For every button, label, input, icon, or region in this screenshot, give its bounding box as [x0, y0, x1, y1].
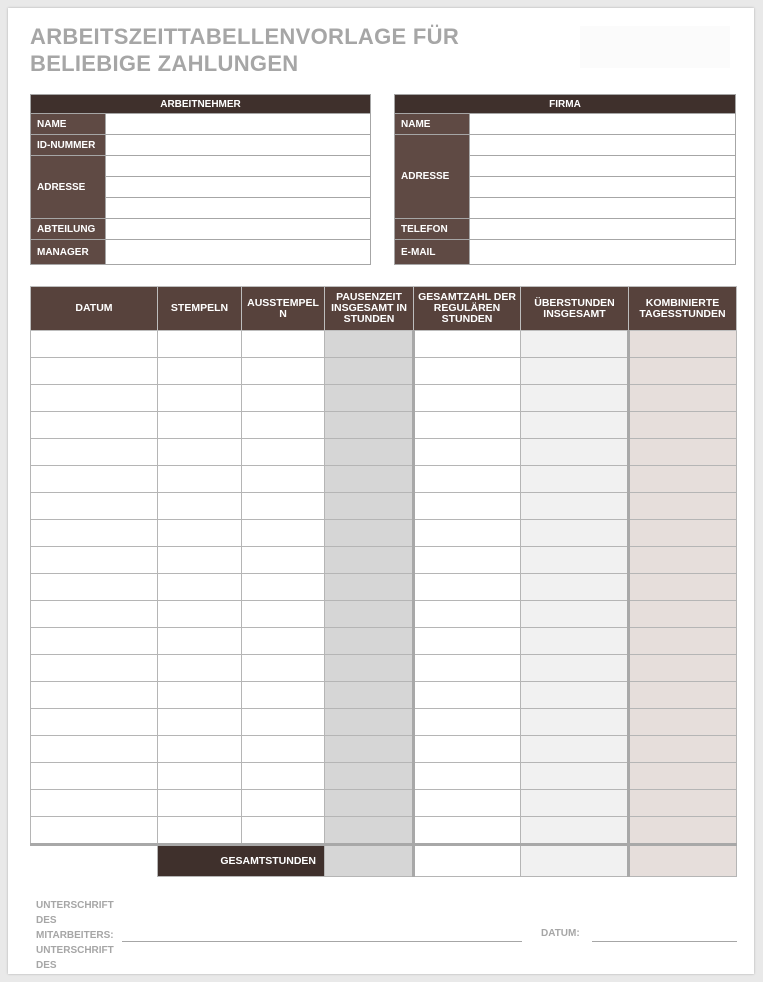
- regular-hours-cell[interactable]: [414, 817, 521, 845]
- regular-hours-cell[interactable]: [414, 601, 521, 628]
- table-row: [31, 520, 737, 547]
- clock-out-cell[interactable]: [242, 412, 325, 439]
- company-phone-label: TELEFON: [395, 219, 470, 240]
- table-row: [31, 439, 737, 466]
- regular-hours-cell[interactable]: [414, 628, 521, 655]
- overtime-cell[interactable]: [521, 736, 629, 763]
- clock-out-cell[interactable]: [242, 817, 325, 845]
- clock-out-cell[interactable]: [242, 331, 325, 358]
- regular-hours-cell[interactable]: [414, 412, 521, 439]
- clock-out-cell[interactable]: [242, 385, 325, 412]
- employee-manager-field[interactable]: [106, 240, 371, 265]
- combined-hours-cell[interactable]: [629, 790, 737, 817]
- combined-hours-cell[interactable]: [629, 628, 737, 655]
- combined-hours-cell[interactable]: [629, 439, 737, 466]
- overtime-cell[interactable]: [521, 412, 629, 439]
- clock-out-cell[interactable]: [242, 628, 325, 655]
- regular-hours-cell[interactable]: [414, 763, 521, 790]
- break-cell[interactable]: [325, 682, 414, 709]
- column-header-stempeln: STEMPELN: [158, 287, 242, 331]
- clock-in-cell[interactable]: [158, 817, 242, 845]
- employee-name-field[interactable]: [106, 114, 371, 135]
- total-regular-field[interactable]: [414, 845, 521, 877]
- regular-hours-cell[interactable]: [414, 493, 521, 520]
- regular-hours-cell[interactable]: [414, 736, 521, 763]
- date-cell[interactable]: [31, 385, 158, 412]
- date-cell[interactable]: [31, 493, 158, 520]
- company-email-field[interactable]: [470, 240, 736, 265]
- logo-placeholder: [580, 26, 730, 68]
- employee-signature-line[interactable]: [122, 941, 522, 942]
- date-line[interactable]: [592, 941, 737, 942]
- table-row: [31, 358, 737, 385]
- date-cell[interactable]: [31, 682, 158, 709]
- break-cell[interactable]: [325, 601, 414, 628]
- regular-hours-cell[interactable]: [414, 385, 521, 412]
- employee-table: [30, 94, 371, 265]
- column-header-datum: DATUM: [31, 287, 158, 331]
- table-row: [31, 655, 737, 682]
- regular-hours-cell[interactable]: [414, 439, 521, 466]
- table-row: [31, 466, 737, 493]
- clock-in-cell[interactable]: [158, 520, 242, 547]
- company-header: FIRMA: [395, 95, 736, 114]
- overtime-cell[interactable]: [521, 682, 629, 709]
- date-cell[interactable]: [31, 520, 158, 547]
- table-row: [31, 412, 737, 439]
- overtime-cell[interactable]: [521, 466, 629, 493]
- combined-hours-cell[interactable]: [629, 331, 737, 358]
- clock-in-cell[interactable]: [158, 358, 242, 385]
- date-cell[interactable]: [31, 736, 158, 763]
- clock-out-cell[interactable]: [242, 520, 325, 547]
- clock-in-cell[interactable]: [158, 385, 242, 412]
- date-cell[interactable]: [31, 655, 158, 682]
- combined-hours-cell[interactable]: [629, 709, 737, 736]
- clock-out-cell[interactable]: [242, 601, 325, 628]
- clock-out-cell[interactable]: [242, 466, 325, 493]
- break-cell[interactable]: [325, 736, 414, 763]
- employee-department-label: ABTEILUNG: [31, 219, 106, 240]
- regular-hours-cell[interactable]: [414, 520, 521, 547]
- date-cell[interactable]: [31, 331, 158, 358]
- overtime-cell[interactable]: [521, 358, 629, 385]
- company-address-field-2[interactable]: [470, 156, 736, 177]
- column-header-kombinierte-stunden: KOMBINIERTE TAGESSTUNDEN: [629, 287, 737, 331]
- employee-id-label: ID-NUMMER: [31, 135, 106, 156]
- table-row: [31, 736, 737, 763]
- date-cell[interactable]: [31, 817, 158, 845]
- regular-hours-cell[interactable]: [414, 547, 521, 574]
- table-row: [31, 709, 737, 736]
- clock-out-cell[interactable]: [242, 358, 325, 385]
- clock-in-cell[interactable]: [158, 412, 242, 439]
- clock-out-cell[interactable]: [242, 763, 325, 790]
- clock-out-cell[interactable]: [242, 493, 325, 520]
- table-row: [31, 574, 737, 601]
- break-cell[interactable]: [325, 385, 414, 412]
- table-row: [31, 385, 737, 412]
- company-name-field[interactable]: [470, 114, 736, 135]
- clock-in-cell[interactable]: [158, 331, 242, 358]
- clock-in-cell[interactable]: [158, 655, 242, 682]
- overtime-cell[interactable]: [521, 493, 629, 520]
- date-cell[interactable]: [31, 358, 158, 385]
- total-hours-label: GESAMTSTUNDEN: [158, 845, 325, 877]
- combined-hours-cell[interactable]: [629, 763, 737, 790]
- clock-out-cell[interactable]: [242, 439, 325, 466]
- date-cell[interactable]: [31, 574, 158, 601]
- combined-hours-cell[interactable]: [629, 547, 737, 574]
- table-row: [31, 547, 737, 574]
- clock-in-cell[interactable]: [158, 601, 242, 628]
- overtime-cell[interactable]: [521, 385, 629, 412]
- combined-hours-cell[interactable]: [629, 736, 737, 763]
- column-header-pausenzeit: PAUSENZEIT INSGESAMT IN STUNDEN: [325, 287, 414, 331]
- regular-hours-cell[interactable]: [414, 790, 521, 817]
- company-table: [394, 94, 736, 265]
- overtime-cell[interactable]: [521, 628, 629, 655]
- combined-hours-cell[interactable]: [629, 682, 737, 709]
- regular-hours-cell[interactable]: [414, 682, 521, 709]
- total-break-field[interactable]: [325, 845, 414, 877]
- break-cell[interactable]: [325, 817, 414, 845]
- clock-out-cell[interactable]: [242, 547, 325, 574]
- combined-hours-cell[interactable]: [629, 817, 737, 845]
- table-row: [31, 682, 737, 709]
- break-cell[interactable]: [325, 520, 414, 547]
- date-cell[interactable]: [31, 763, 158, 790]
- overtime-cell[interactable]: [521, 520, 629, 547]
- overtime-cell[interactable]: [521, 709, 629, 736]
- table-row: [31, 493, 737, 520]
- break-cell[interactable]: [325, 331, 414, 358]
- break-cell[interactable]: [325, 412, 414, 439]
- company-address-field-4[interactable]: [470, 198, 736, 219]
- clock-in-cell[interactable]: [158, 547, 242, 574]
- date-cell[interactable]: [31, 709, 158, 736]
- company-address-field-3[interactable]: [470, 177, 736, 198]
- regular-hours-cell[interactable]: [414, 655, 521, 682]
- break-cell[interactable]: [325, 547, 414, 574]
- table-row: [31, 817, 737, 845]
- date-label: DATUM:: [541, 928, 580, 939]
- overtime-cell[interactable]: [521, 547, 629, 574]
- clock-out-cell[interactable]: [242, 682, 325, 709]
- overtime-cell[interactable]: [521, 763, 629, 790]
- employee-address-label: ADRESSE: [31, 156, 106, 219]
- combined-hours-cell[interactable]: [629, 655, 737, 682]
- employee-manager-label: MANAGER: [31, 240, 106, 265]
- total-combined-field[interactable]: [629, 845, 737, 877]
- date-cell[interactable]: [31, 412, 158, 439]
- employee-address-field-1[interactable]: [106, 156, 371, 177]
- clock-in-cell[interactable]: [158, 709, 242, 736]
- company-address-field-1[interactable]: [470, 135, 736, 156]
- clock-in-cell[interactable]: [158, 628, 242, 655]
- clock-out-cell[interactable]: [242, 709, 325, 736]
- company-address-label: ADRESSE: [395, 135, 470, 219]
- table-row: [31, 790, 737, 817]
- clock-out-cell[interactable]: [242, 574, 325, 601]
- combined-hours-cell[interactable]: [629, 358, 737, 385]
- date-cell[interactable]: [31, 547, 158, 574]
- company-phone-field[interactable]: [470, 219, 736, 240]
- combined-hours-cell[interactable]: [629, 520, 737, 547]
- total-spacer: [31, 845, 158, 877]
- overtime-cell[interactable]: [521, 439, 629, 466]
- overtime-cell[interactable]: [521, 601, 629, 628]
- break-cell[interactable]: [325, 466, 414, 493]
- employee-signature-label: UNTERSCHRIFT DES MITARBEITERS: UNTERSCHRIFT DES: [36, 900, 114, 971]
- employee-address-field-3[interactable]: [106, 198, 371, 219]
- table-row: [31, 331, 737, 358]
- overtime-cell[interactable]: [521, 817, 629, 845]
- break-cell[interactable]: [325, 763, 414, 790]
- employee-id-field[interactable]: [106, 135, 371, 156]
- date-cell[interactable]: [31, 601, 158, 628]
- regular-hours-cell[interactable]: [414, 574, 521, 601]
- combined-hours-cell[interactable]: [629, 385, 737, 412]
- combined-hours-cell[interactable]: [629, 412, 737, 439]
- combined-hours-cell[interactable]: [629, 601, 737, 628]
- table-row: [31, 601, 737, 628]
- clock-in-cell[interactable]: [158, 493, 242, 520]
- clock-out-cell[interactable]: [242, 736, 325, 763]
- clock-in-cell[interactable]: [158, 682, 242, 709]
- clock-out-cell[interactable]: [242, 655, 325, 682]
- combined-hours-cell[interactable]: [629, 493, 737, 520]
- column-header-regulaere-stunden: GESAMTZAHL DER REGULÄREN STUNDEN: [414, 287, 521, 331]
- clock-in-cell[interactable]: [158, 439, 242, 466]
- break-cell[interactable]: [325, 790, 414, 817]
- column-header-ausstempeln: AUSSTEMPEL N: [242, 287, 325, 331]
- date-cell[interactable]: [31, 466, 158, 493]
- combined-hours-cell[interactable]: [629, 466, 737, 493]
- company-name-label: NAME: [395, 114, 470, 135]
- regular-hours-cell[interactable]: [414, 709, 521, 736]
- regular-hours-cell[interactable]: [414, 466, 521, 493]
- clock-in-cell[interactable]: [158, 574, 242, 601]
- regular-hours-cell[interactable]: [414, 331, 521, 358]
- employee-header: ARBEITNEHMER: [31, 95, 371, 114]
- clock-in-cell[interactable]: [158, 763, 242, 790]
- break-cell[interactable]: [325, 493, 414, 520]
- employee-department-field[interactable]: [106, 219, 371, 240]
- date-cell[interactable]: [31, 439, 158, 466]
- clock-in-cell[interactable]: [158, 790, 242, 817]
- overtime-cell[interactable]: [521, 574, 629, 601]
- break-cell[interactable]: [325, 709, 414, 736]
- timesheet-page: [8, 8, 754, 974]
- break-cell[interactable]: [325, 574, 414, 601]
- break-cell[interactable]: [325, 439, 414, 466]
- table-row: [31, 628, 737, 655]
- combined-hours-cell[interactable]: [629, 574, 737, 601]
- overtime-cell[interactable]: [521, 331, 629, 358]
- table-row: [31, 763, 737, 790]
- column-header-ueberstunden: ÜBERSTUNDEN INSGESAMT: [521, 287, 629, 331]
- employee-name-label: NAME: [31, 114, 106, 135]
- overtime-cell[interactable]: [521, 655, 629, 682]
- break-cell[interactable]: [325, 628, 414, 655]
- company-email-label: E-MAIL: [395, 240, 470, 265]
- clock-in-cell[interactable]: [158, 736, 242, 763]
- date-cell[interactable]: [31, 628, 158, 655]
- overtime-cell[interactable]: [521, 790, 629, 817]
- clock-out-cell[interactable]: [242, 790, 325, 817]
- date-cell[interactable]: [31, 790, 158, 817]
- regular-hours-cell[interactable]: [414, 358, 521, 385]
- employee-address-field-2[interactable]: [106, 177, 371, 198]
- break-cell[interactable]: [325, 655, 414, 682]
- timesheet-table: [30, 286, 737, 877]
- break-cell[interactable]: [325, 358, 414, 385]
- total-overtime-field[interactable]: [521, 845, 629, 877]
- page-title: ARBEITSZEITTABELLENVORLAGE FÜR BELIEBIGE ZAHLUNGEN: [30, 24, 460, 76]
- clock-in-cell[interactable]: [158, 466, 242, 493]
